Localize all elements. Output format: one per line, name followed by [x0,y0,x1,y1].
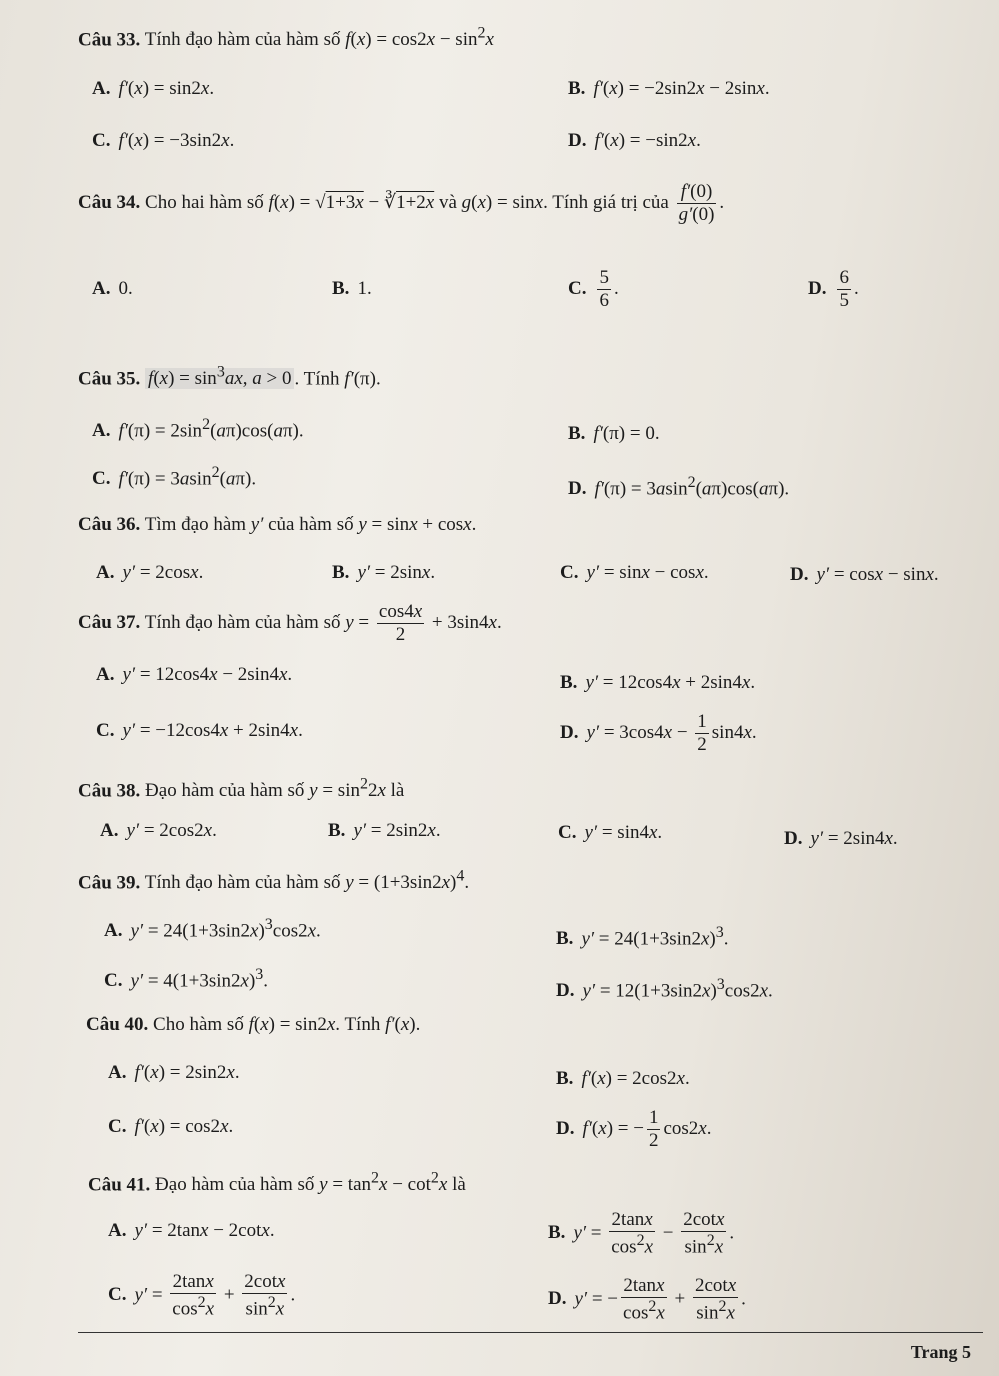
option-33-b[interactable]: B. f′(x) = −2sin2x − 2sinx. [568,78,770,99]
option-33-a[interactable]: A. f′(x) = sin2x. [92,78,215,99]
option-36-d[interactable]: D. y′ = cosx − sinx. [790,564,939,585]
option-37-a[interactable]: A. y′ = 12cos4x − 2sin4x. [96,664,293,685]
option-40-a[interactable]: A. f′(x) = 2sin2x. [108,1062,240,1083]
option-40-d[interactable]: D. f′(x) = − $\frac{1}{2}$ cos2x. [556,1107,712,1151]
option-39-c[interactable]: C. $y' = 4(1+3\sin 2x)^3$. [104,966,269,992]
question-stem: Tính đạo hàm của hàm số $y = (1+3\sin 2x)^4$. [144,868,470,894]
option-36-c[interactable]: C. y′ = sinx − cosx. [560,562,709,583]
question-36: Câu 36. Tìm đạo hàm y′ của hàm số y = sinx + cosx. [78,514,477,535]
option-41-d[interactable]: D. y′ = − $\frac{2\tan x}{\cos^2x}$ + $\frac{2\cot x}{\sin^2x}$ . [548,1275,746,1324]
option-38-d[interactable]: D. y′ = 2sin4x. [784,828,898,849]
option-41-c[interactable]: C. y′ = $\frac{2\tan x}{\cos^2x}$ + $\frac{2\cot x}{\sin^2x}$ . [108,1271,296,1320]
option-38-c[interactable]: C. y′ = sin4x. [558,822,663,843]
option-34-b[interactable]: B. 1. [332,278,372,299]
option-37-c[interactable]: C. y′ = −12cos4x + 2sin4x. [96,720,303,741]
option-36-b[interactable]: B. y′ = 2sinx. [332,562,436,583]
option-33-d[interactable]: D. f′(x) = −sin2x. [568,130,701,151]
question-41: Câu 41. Đạo hàm của hàm số $y = \tan^2x - \cot^2x$ là [88,1170,466,1196]
option-35-d[interactable]: D. f′(π) = 3asin$^2$(aπ)cos(aπ). [568,474,790,500]
option-34-c[interactable]: C. $\frac{5}{6}$ . [568,267,619,311]
option-40-c[interactable]: C. f′(x) = cos2x. [108,1116,234,1137]
option-35-b[interactable]: B. f′(π) = 0. [568,423,660,444]
question-stem: Đạo hàm của hàm số $y = \sin^22x$ là [145,776,405,802]
option-39-a[interactable]: A. $y' = 24(1+3\sin 2x)^3\cos 2x$. [104,916,321,942]
question-stem: Tính đạo hàm của hàm số $f(x) = \cos 2x - \sin^2x$ [144,25,494,51]
footer-divider [78,1332,983,1333]
question-stem: Tìm đạo hàm y′ của hàm số y = sinx + cosx. [144,514,477,535]
option-39-d[interactable]: D. $y' = 12(1+3\sin 2x)^3\cos 2x$. [556,976,773,1002]
question-38: Câu 38. Đạo hàm của hàm số $y = \sin^22x$ là [78,776,405,802]
option-41-b[interactable]: B. y′ = $\frac{2\tan x}{\cos^2x}$ − $\frac{2\cot x}{\sin^2x}$ . [548,1209,735,1258]
option-38-b[interactable]: B. y′ = 2sin2x. [328,820,441,841]
option-40-b[interactable]: B. f′(x) = 2cos2x. [556,1068,690,1089]
option-39-b[interactable]: B. $y' = 24(1+3\sin 2x)^3$. [556,924,729,950]
question-stem: Cho hai hàm số f(x) = √1+3x − ∛1+2x và g(x) = sinx. Tính giá trị của $\frac{f'(0)}{g'(0)}$ . [145,181,725,225]
question-40: Câu 40. Cho hàm số f(x) = sin2x. Tính f′(x). [86,1014,421,1035]
option-36-a[interactable]: A. y′ = 2cosx. [96,562,204,583]
question-35: Câu 35. $f(x) = \sin^3ax$, a > 0 . Tính f′(π). [78,364,381,390]
question-stem: $f(x) = \sin^3ax$, a > 0 . Tính f′(π). [145,368,381,389]
question-stem: Tính đạo hàm của hàm số y = $\frac{\cos 4x}{2}$ + 3sin4x. [144,601,502,645]
option-34-a[interactable]: A. 0. [92,278,133,299]
option-38-a[interactable]: A. y′ = 2cos2x. [100,820,217,841]
option-41-a[interactable]: A. y′ = 2tanx − 2cotx. [108,1220,275,1241]
option-33-c[interactable]: C. f′(x) = −3sin2x. [92,130,235,151]
question-33: Câu 33. Tính đạo hàm của hàm số $f(x) = \cos 2x - \sin^2x$ [78,25,494,51]
question-39: Câu 39. Tính đạo hàm của hàm số $y = (1+3\sin 2x)^4$. [78,868,470,894]
option-35-c[interactable]: C. f′(π) = 3asin$^2$(aπ). [92,464,257,490]
page-number: Trang 5 [910,1342,971,1362]
option-35-a[interactable]: A. $f'(\pi) = 2\sin^2(a\pi)\cos(a\pi)$. [92,416,304,442]
question-stem: Đạo hàm của hàm số $y = \tan^2x - \cot^2x$ là [155,1170,466,1196]
option-37-b[interactable]: B. y′ = 12cos4x + 2sin4x. [560,672,756,693]
option-34-d[interactable]: D. $\frac{6}{5}$ . [808,267,859,311]
question-34: Câu 34. Cho hai hàm số f(x) = √1+3x − ∛1+2x và g(x) = sinx. Tính giá trị của $\frac{f'(0)}{g'(0)}$ . [78,181,725,225]
question-37: Câu 37. Tính đạo hàm của hàm số y = $\frac{\cos 4x}{2}$ + 3sin4x. [78,601,502,645]
question-stem: Cho hàm số f(x) = sin2x. Tính f′(x). [153,1014,421,1035]
option-37-d[interactable]: D. y′ = 3cos4x − $\frac{1}{2}$ sin4x. [560,711,757,755]
